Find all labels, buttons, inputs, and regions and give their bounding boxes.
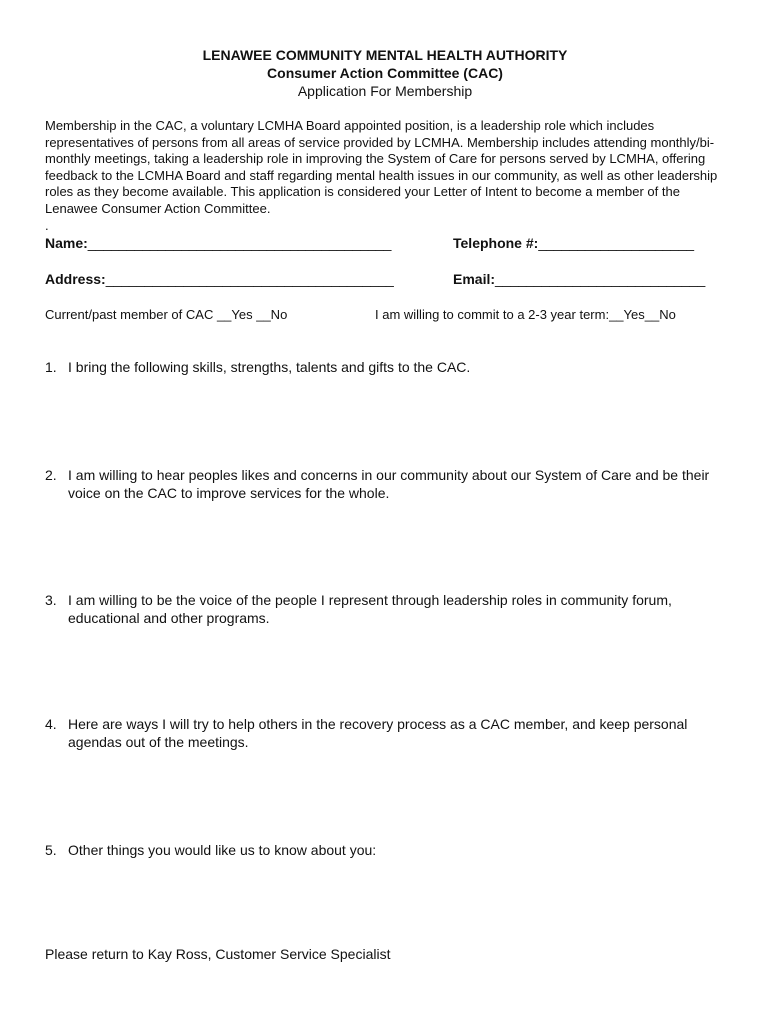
question-text: Here are ways I will try to help others in the recovery process as a CAC member, and keep personal agendas out of the meetings. [68, 716, 688, 750]
question-number: 2. [45, 467, 57, 483]
question-5 [45, 841, 735, 859]
question-text: Other things you would like us to know about you: [68, 842, 377, 858]
organization-title: LENAWEE COMMUNITY MENTAL HEALTH AUTHORITY [202, 47, 568, 63]
telephone-field[interactable] [453, 235, 694, 251]
email-label: Email: [453, 271, 496, 287]
name-blank[interactable]: _______________________________________ [87, 235, 392, 251]
address-blank[interactable]: _____________________________________ [105, 271, 394, 287]
question-number: 5. [45, 842, 57, 858]
question-text: I am willing to be the voice of the people I represent through leadership roles in community forum, educational and other programs. [68, 592, 672, 626]
telephone-label: Telephone #: [453, 235, 539, 251]
address-field[interactable] [45, 271, 394, 287]
intro-dot: . [45, 218, 49, 233]
cac-member-check[interactable]: Current/past member of CAC __Yes __No [45, 307, 288, 322]
committee-title: Consumer Action Committee (CAC) [267, 65, 503, 81]
name-label: Name: [45, 235, 88, 251]
name-field[interactable] [45, 235, 391, 251]
return-instructions: Please return to Kay Ross, Customer Service Specialist [45, 946, 391, 962]
term-commit-check[interactable]: I am willing to commit to a 2-3 year term:__Yes__No [375, 307, 676, 322]
question-number: 4. [45, 716, 57, 732]
email-field[interactable] [453, 271, 705, 287]
question-text: I bring the following skills, strengths, talents and gifts to the CAC. [68, 359, 471, 375]
email-blank[interactable]: ___________________________ [495, 271, 706, 287]
form-title: Application For Membership [297, 83, 473, 99]
question-number: 1. [45, 359, 57, 375]
question-4 [45, 715, 735, 751]
question-text: I am willing to hear peoples likes and concerns in our community about our System of Care and be their voice on the CAC to improve services for the whole. [68, 467, 710, 501]
telephone-blank[interactable]: ____________________ [538, 235, 695, 251]
address-label: Address: [45, 271, 106, 287]
question-2 [45, 466, 735, 502]
question-number: 3. [45, 592, 57, 608]
question-1 [45, 358, 735, 376]
question-3 [45, 591, 735, 627]
intro-paragraph: Membership in the CAC, a voluntary LCMHA Board appointed position, is a leadership role which includes representatives of persons from all areas of service provided by LCMHA. Membership includes attending monthly/bi-monthly meetings, taking a leadership role in improving the System of Care for persons served by LCMHA, offering feedback to the LCMHA Board and staff regarding mental health issues in our community, as well as other leadership roles as they become available. This application is considered your Letter of Intent to become a member of the Lenawee Consumer Action Committee. [45, 118, 718, 216]
